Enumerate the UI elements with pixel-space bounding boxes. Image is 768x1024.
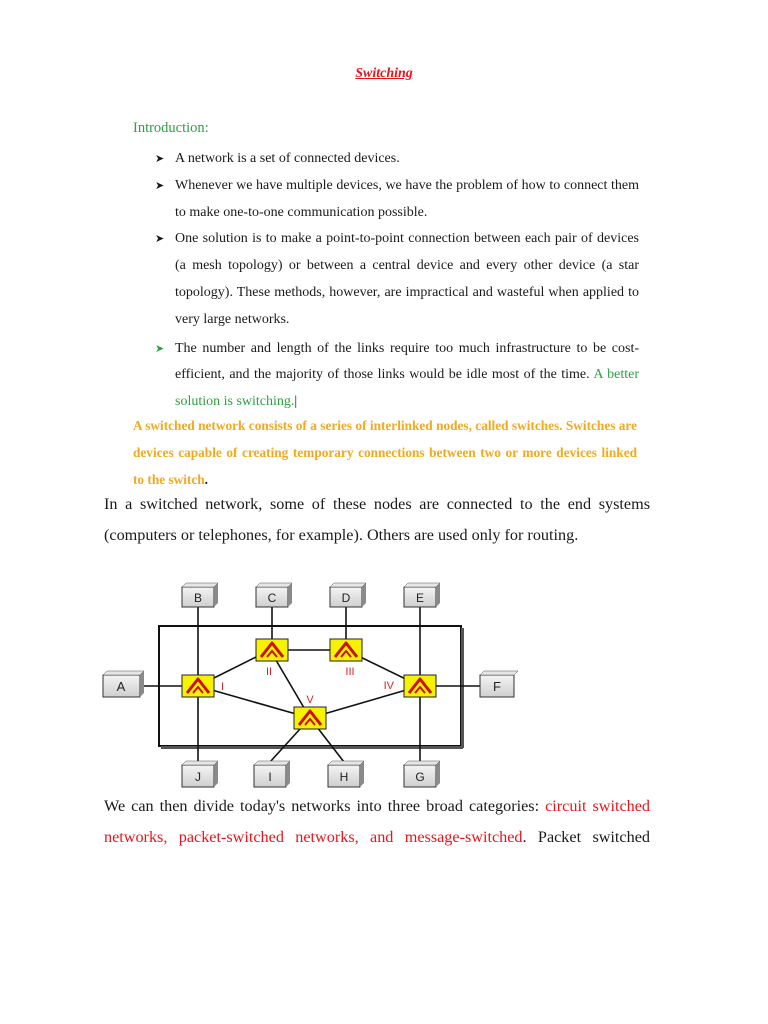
end-system-label: F xyxy=(493,679,501,694)
end-system-label: C xyxy=(267,591,277,605)
definition-period: . xyxy=(204,472,208,487)
bullet-text: A network is a set of connected devices. xyxy=(175,151,400,166)
switch-label: I xyxy=(221,681,225,693)
definition-text: A switched network consists of a series of interlinked nodes, called switches. Switches are devices capable of creating temporary connections between two or more devices linked to the switch xyxy=(133,418,637,487)
switch-label: II xyxy=(265,666,273,678)
bullet-item xyxy=(155,146,639,173)
end-system-label: H xyxy=(339,770,349,784)
switched-network-diagram xyxy=(98,578,518,794)
switch-label: V xyxy=(306,694,314,706)
end-system-label: D xyxy=(341,591,351,605)
bullet-text: One solution is to make a point-to-point connection between each pair of devices (a mesh topology) or between a central device and every other device (a star topology). These methods, however, are impractical and wasteful when applied to very large networks. xyxy=(175,231,639,327)
end-system-label: A xyxy=(116,679,126,694)
bullet-item xyxy=(155,226,639,333)
switched-network-definition xyxy=(133,412,637,493)
text-cursor: | xyxy=(294,394,298,410)
end-system-label: J xyxy=(195,770,201,784)
end-system-I xyxy=(254,761,290,787)
end-system-J xyxy=(182,761,218,787)
arrowhead-bullet-icon: ➤ xyxy=(155,342,165,355)
paragraph-network-categories xyxy=(104,791,650,853)
intro-heading: Introduction: xyxy=(133,120,209,136)
end-system-A xyxy=(103,671,144,697)
end-system-D xyxy=(330,583,366,607)
network-categories-highlight: circuit switched networks, packet-switched networks, and message-switched xyxy=(104,797,651,846)
bullet-text: The number and length of the links require too much infrastructure to be cost-efficient, and the majority of those links would be idle most of the time. xyxy=(175,340,639,383)
end-system-H xyxy=(328,761,364,787)
boundary-shadow xyxy=(161,746,463,749)
end-system-G xyxy=(404,761,440,787)
arrowhead-bullet-icon: ➤ xyxy=(155,233,165,246)
end-system-label: E xyxy=(415,591,425,605)
end-system-label: I xyxy=(268,770,272,784)
arrowhead-bullet-icon: ➤ xyxy=(155,179,165,192)
switch-label: IV xyxy=(383,680,394,692)
intro-bullet-list xyxy=(155,146,639,416)
bullet-text: Whenever we have multiple devices, we have the problem of how to connect them to make one-to-one communication possible. xyxy=(175,177,639,220)
para2-end-text: . Packet switched xyxy=(522,828,650,846)
end-system-E xyxy=(404,583,440,607)
boundary-shadow xyxy=(461,628,464,748)
bullet-highlight-text: A better solution is switching. xyxy=(175,367,639,410)
end-system-C xyxy=(256,583,292,607)
arrowhead-bullet-icon: ➤ xyxy=(155,153,165,165)
end-system-B xyxy=(182,583,218,607)
bullet-item xyxy=(155,336,639,416)
paragraph-end-systems: In a switched network, some of these nodes are connected to the end systems (computers or telephones, for example). Others are used only for routing. xyxy=(104,495,650,544)
end-system-label: G xyxy=(415,770,425,784)
para2-start-text: We can then divide today's networks into three broad categories: xyxy=(104,797,546,815)
end-system-F xyxy=(480,671,518,697)
switch-label: III xyxy=(345,666,355,678)
page-title: Switching xyxy=(355,66,413,81)
bullet-item xyxy=(155,173,639,227)
end-system-label: B xyxy=(193,591,203,605)
